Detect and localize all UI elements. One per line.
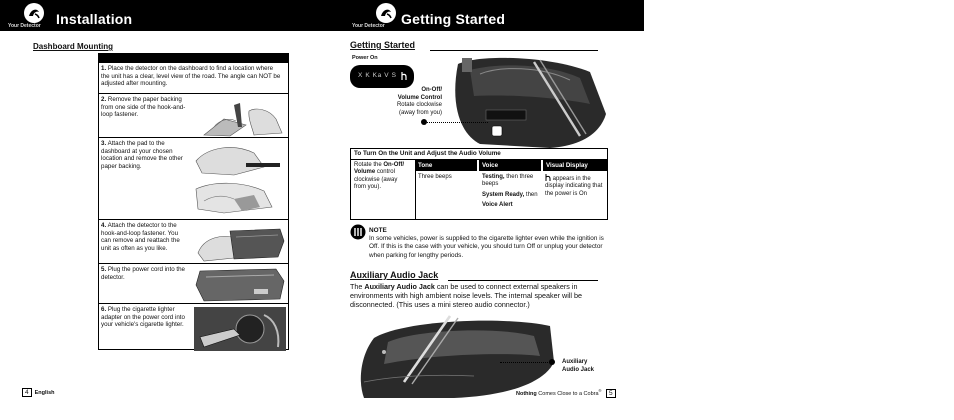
left-page-title: Installation: [56, 11, 133, 27]
left-page: [0, 0, 322, 420]
control-desc-1: Rotate clockwise: [396, 102, 442, 109]
aux-para-pre: The: [350, 282, 365, 291]
note-info-icon: [350, 224, 366, 240]
header-voice: [479, 160, 541, 171]
note-title: NOTE: [369, 227, 387, 234]
instruction-bold-1: On-Off/: [383, 162, 405, 168]
note-text: In some vehicles, power is supplied to the cigarette lighter even while the ignition is Off. If this is the case with your vehicle, you should turn Off or unplug your detector when parking for lengthy periods.: [369, 235, 604, 259]
header-visual-label: Visual Display: [546, 162, 588, 169]
step-number: 4.: [101, 222, 107, 229]
instruction-bold-2: Volume: [354, 169, 376, 176]
aux-leader-line: [500, 362, 550, 363]
detector-top-illustration: [440, 54, 608, 150]
attach-pad-illustration: [194, 141, 286, 217]
display-panel: [350, 65, 414, 88]
control-desc-2: (away from you): [398, 109, 442, 116]
dashboard-mounting-title: Dashboard Mounting: [33, 42, 113, 51]
aux-heading: Auxiliary Audio Jack: [350, 270, 439, 280]
footer-trademark: ®: [598, 388, 602, 393]
plug-power-cord-illustration: [194, 267, 286, 303]
power-on-icon: [400, 71, 408, 81]
aux-paragraph: [350, 282, 610, 309]
power-on-label: Power On: [352, 55, 378, 61]
page-number: 4: [22, 388, 32, 397]
left-header: [0, 0, 322, 31]
step-text: Plug the cigarette lighter adapter on the power cord into your vehicle's cigarette lighter.: [101, 306, 185, 329]
voice-alert: Voice Alert: [482, 201, 513, 208]
aux-callout-dot: [549, 359, 555, 365]
volume-control-callout: [372, 87, 442, 117]
step-3: [99, 137, 288, 220]
aux-para-bold: Auxiliary Audio Jack: [364, 282, 435, 291]
step-1: [99, 62, 288, 94]
control-leader-line: [422, 122, 488, 123]
right-header-subtitle: Your Detector: [352, 23, 385, 29]
header-tone: [415, 160, 477, 171]
heading-rule: [430, 50, 598, 51]
instruction-pre: Rotate the: [354, 162, 384, 168]
blank-area: [644, 0, 954, 420]
control-label-1: On-Off/: [421, 87, 442, 93]
voice-testing: Testing,: [482, 174, 505, 180]
control-label-2: Volume Control: [397, 94, 442, 101]
volume-table: [350, 148, 608, 220]
step-number: 3.: [101, 140, 107, 147]
step-text: Attach the detector to the hook-and-loop fastener. You can remove and reattach the unit as often as you like.: [101, 222, 180, 252]
voice-cell: [482, 174, 540, 209]
step-number: 6.: [101, 306, 107, 313]
step-number: 1.: [101, 65, 107, 72]
volume-table-caption: To Turn On the Unit and Adjust the Audio Volume: [354, 150, 501, 157]
visual-cell: [545, 174, 605, 198]
step-4: [99, 219, 288, 264]
step-number: 2.: [101, 96, 107, 103]
footer-language: English: [34, 390, 55, 396]
left-header-subtitle: Your Detector: [8, 23, 41, 29]
header-voice-label: Voice: [482, 162, 499, 169]
voice-testing-rest: then three beeps: [482, 174, 534, 188]
step-text: Place the detector on the dashboard to find a location where the unit has a clear, level view of the road. The angle can NOT be adjusted after mounting.: [101, 65, 281, 88]
aux-para-post: can be used to connect external speakers in environments with high ambient noise levels. The internal speaker will be disconnected. (This uses a mini stereo audio connector.): [350, 282, 582, 309]
tone-cell: Three beeps: [418, 174, 452, 180]
cobra-logo-icon: [22, 1, 46, 25]
left-footer: [22, 388, 55, 397]
aux-label-2: Audio Jack: [562, 367, 595, 373]
getting-started-heading: Getting Started: [350, 40, 416, 50]
instruction-cell: [354, 162, 410, 191]
control-callout-dot: [421, 119, 427, 125]
header-visual-display: [543, 160, 607, 171]
voice-system-ready-rest: then: [524, 191, 538, 198]
cobra-logo-icon: [374, 1, 398, 25]
aux-callout-label: [562, 358, 594, 374]
right-header: [322, 0, 644, 31]
col-divider: [415, 160, 416, 219]
footer-slogan: Comes Close to a Cobra: [536, 390, 599, 397]
visual-text: appears in the display indicating that the power is On: [545, 176, 603, 197]
heading-rule: [448, 280, 598, 281]
right-footer: [516, 388, 619, 398]
peel-backing-illustration: [194, 97, 286, 137]
header-tone-label: Tone: [418, 162, 433, 169]
page-number: 5: [606, 389, 616, 398]
footer-slogan-bold: Nothing: [516, 390, 537, 397]
step-text: Remove the paper backing from one side of the hook-and-loop fastener.: [101, 96, 186, 119]
step-2: [99, 93, 288, 138]
display-indicators: X K Ka V S: [358, 72, 397, 79]
power-on-icon: [545, 174, 551, 181]
attach-detector-illustration: [194, 223, 286, 263]
right-page-title: Getting Started: [401, 11, 506, 27]
step-5: [99, 263, 288, 304]
note-block: [369, 227, 609, 260]
aux-label-1: Auxiliary: [562, 359, 588, 365]
step-number: 5.: [101, 266, 107, 273]
step-text: Attach the pad to the dashboard at your chosen location and remove the other paper backing.: [101, 140, 183, 170]
detector-aux-illustration: [354, 312, 558, 398]
steps-header-bar: [99, 53, 288, 62]
cigarette-lighter-illustration: [194, 307, 286, 351]
instruction-post: control clockwise (away from you).: [354, 169, 398, 190]
step-text: Plug the power cord into the detector.: [101, 266, 185, 281]
voice-system-ready: System Ready,: [482, 191, 525, 198]
mounting-steps-table: [98, 53, 289, 350]
step-6: [99, 303, 288, 350]
